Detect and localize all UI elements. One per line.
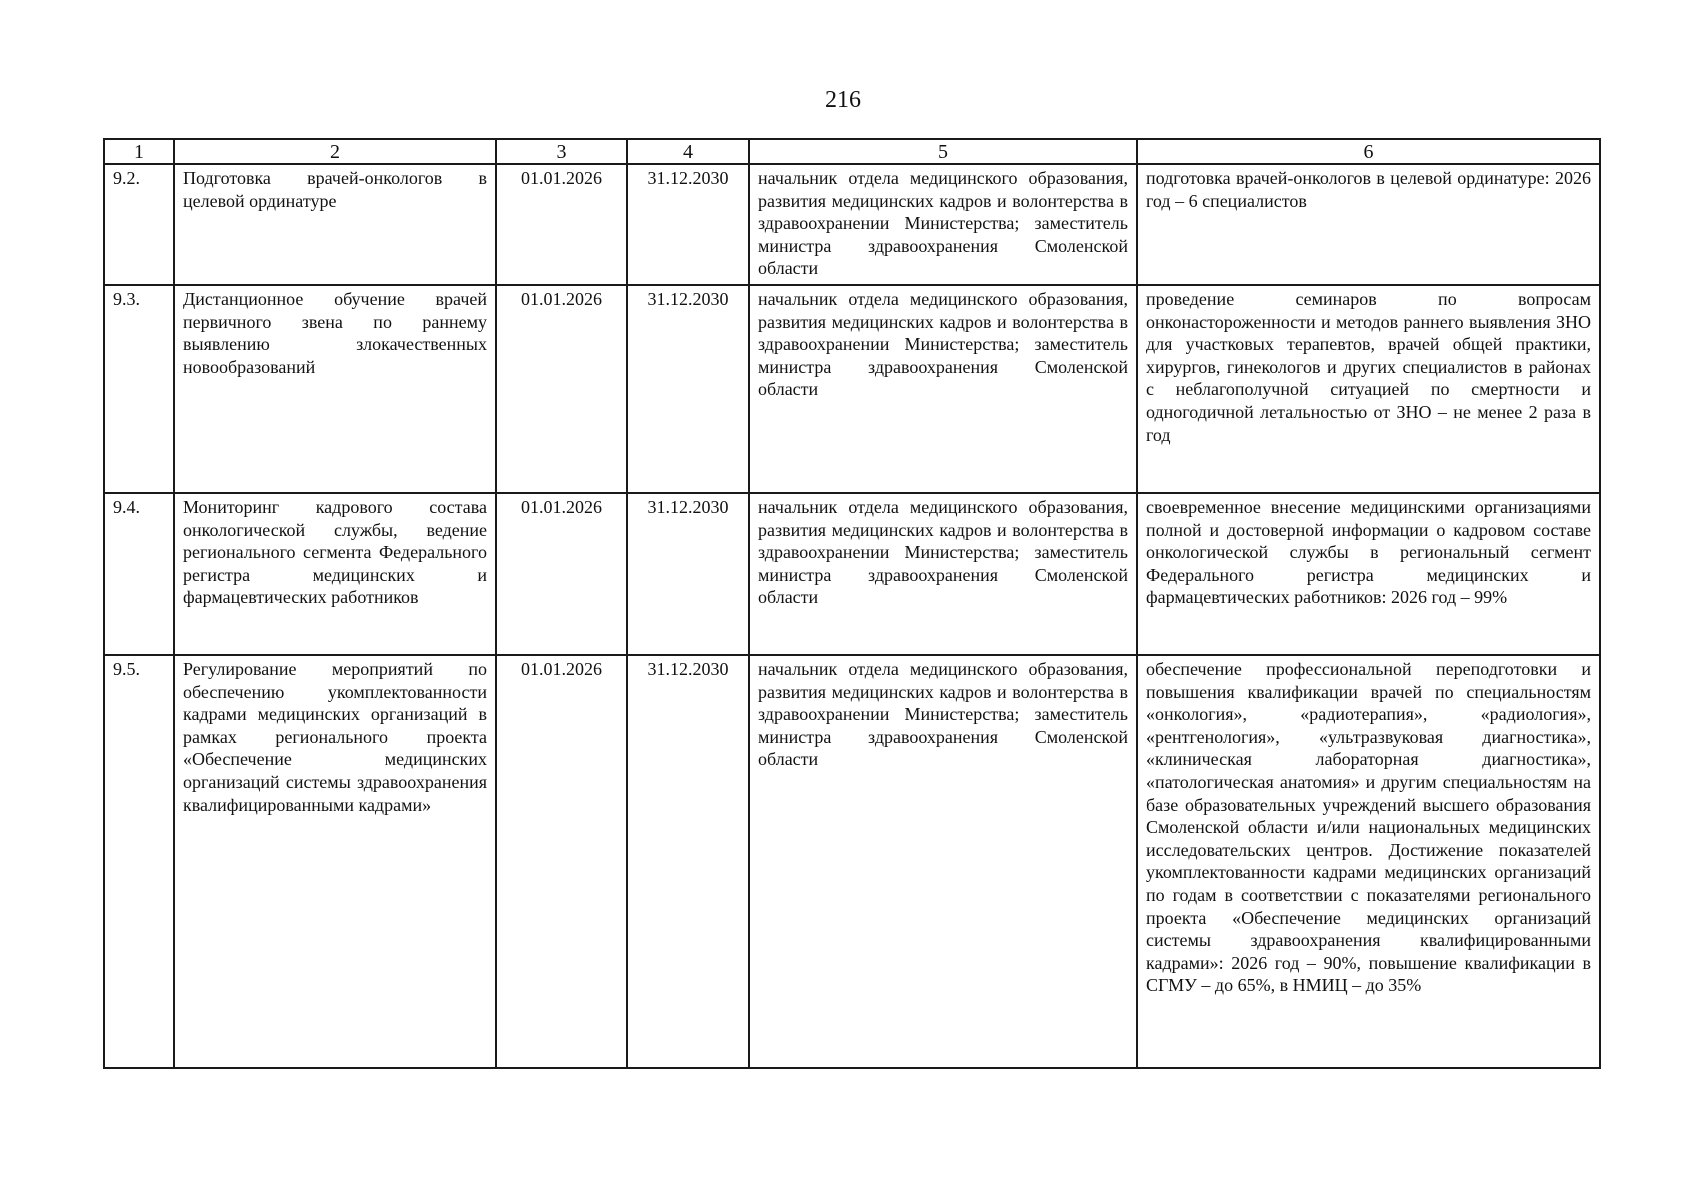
responsible-cell: начальник отдела медицинского образования, развития медицинских кадров и волонтерства в здравоохранении Министерства; заместитель министра здравоохранения Смоленской области xyxy=(749,655,1137,1068)
end-date-cell: 31.12.2030 xyxy=(627,285,749,493)
start-date-cell: 01.01.2026 xyxy=(496,655,627,1068)
table-row xyxy=(104,285,1600,493)
table-row xyxy=(104,164,1600,285)
column-header-3: 3 xyxy=(496,139,627,164)
column-header-4: 4 xyxy=(627,139,749,164)
column-header-6: 6 xyxy=(1137,139,1600,164)
start-date-cell: 01.01.2026 xyxy=(496,285,627,493)
responsible-cell: начальник отдела медицинского образования, развития медицинских кадров и волонтерства в здравоохранении Министерства; заместитель министра здравоохранения Смоленской области xyxy=(749,285,1137,493)
row-number: 9.5. xyxy=(104,655,174,1068)
responsible-cell: начальник отдела медицинского образования, развития медицинских кадров и волонтерства в здравоохранении Министерства; заместитель министра здравоохранения Смоленской области xyxy=(749,493,1137,655)
result-cell: своевременное внесение медицинскими организациями полной и достоверной информации о кадровом составе онкологической службы в региональный сегмент Федерального регистра медицинских и фармацевтических работников: 2026 год – 99% xyxy=(1137,493,1600,655)
page-number: 216 xyxy=(825,87,861,113)
column-header-2: 2 xyxy=(174,139,496,164)
table-row xyxy=(104,655,1600,1068)
result-cell: подготовка врачей-онкологов в целевой ординатуре: 2026 год – 6 специалистов xyxy=(1137,164,1600,285)
measures-table xyxy=(103,138,1601,1069)
row-number: 9.2. xyxy=(104,164,174,285)
row-number: 9.4. xyxy=(104,493,174,655)
column-header-5: 5 xyxy=(749,139,1137,164)
activity-cell: Регулирование мероприятий по обеспечению укомплектованности кадрами медицинских организаций в рамках регионального проекта «Обеспечение медицинских организаций системы здравоохранения квалифицированными кадрами» xyxy=(174,655,496,1068)
start-date-cell: 01.01.2026 xyxy=(496,164,627,285)
column-header-1: 1 xyxy=(104,139,174,164)
activity-cell: Подготовка врачей-онкологов в целевой ординатуре xyxy=(174,164,496,285)
responsible-cell: начальник отдела медицинского образования, развития медицинских кадров и волонтерства в здравоохранении Министерства; заместитель министра здравоохранения Смоленской области xyxy=(749,164,1137,285)
result-cell: проведение семинаров по вопросам онконастороженности и методов раннего выявления ЗНО для участковых терапевтов, врачей общей практики, хирургов, гинекологов и других специалистов в районах с неблагополучной ситуацией по смертности и одногодичной летальностью от ЗНО – не менее 2 раза в год xyxy=(1137,285,1600,493)
activity-cell: Дистанционное обучение врачей первичного звена по раннему выявлению злокачественных новообразований xyxy=(174,285,496,493)
end-date-cell: 31.12.2030 xyxy=(627,493,749,655)
header-row xyxy=(104,139,1600,164)
activity-cell: Мониторинг кадрового состава онкологической службы, ведение регионального сегмента Федерального регистра медицинских и фармацевтических работников xyxy=(174,493,496,655)
end-date-cell: 31.12.2030 xyxy=(627,655,749,1068)
end-date-cell: 31.12.2030 xyxy=(627,164,749,285)
start-date-cell: 01.01.2026 xyxy=(496,493,627,655)
result-cell: обеспечение профессиональной переподготовки и повышения квалификации врачей по специальностям «онкология», «радиотерапия», «радиология», «рентгенология», «ультразвуковая диагностика», «клиническая лабораторная диагностика», «патологическая анатомия» и другим специальностям на базе образовательных учреждений высшего образования Смоленской области и/или национальных медицинских исследовательских центров. Достижение показателей укомплектованности кадрами медицинских организаций по годам в соответствии с показателями регионального проекта «Обеспечение медицинских организаций системы здравоохранения квалифицированными кадрами»: 2026 год – 90%, повышение квалификации в СГМУ – до 65%, в НМИЦ – до 35% xyxy=(1137,655,1600,1068)
row-number: 9.3. xyxy=(104,285,174,493)
table-row xyxy=(104,493,1600,655)
